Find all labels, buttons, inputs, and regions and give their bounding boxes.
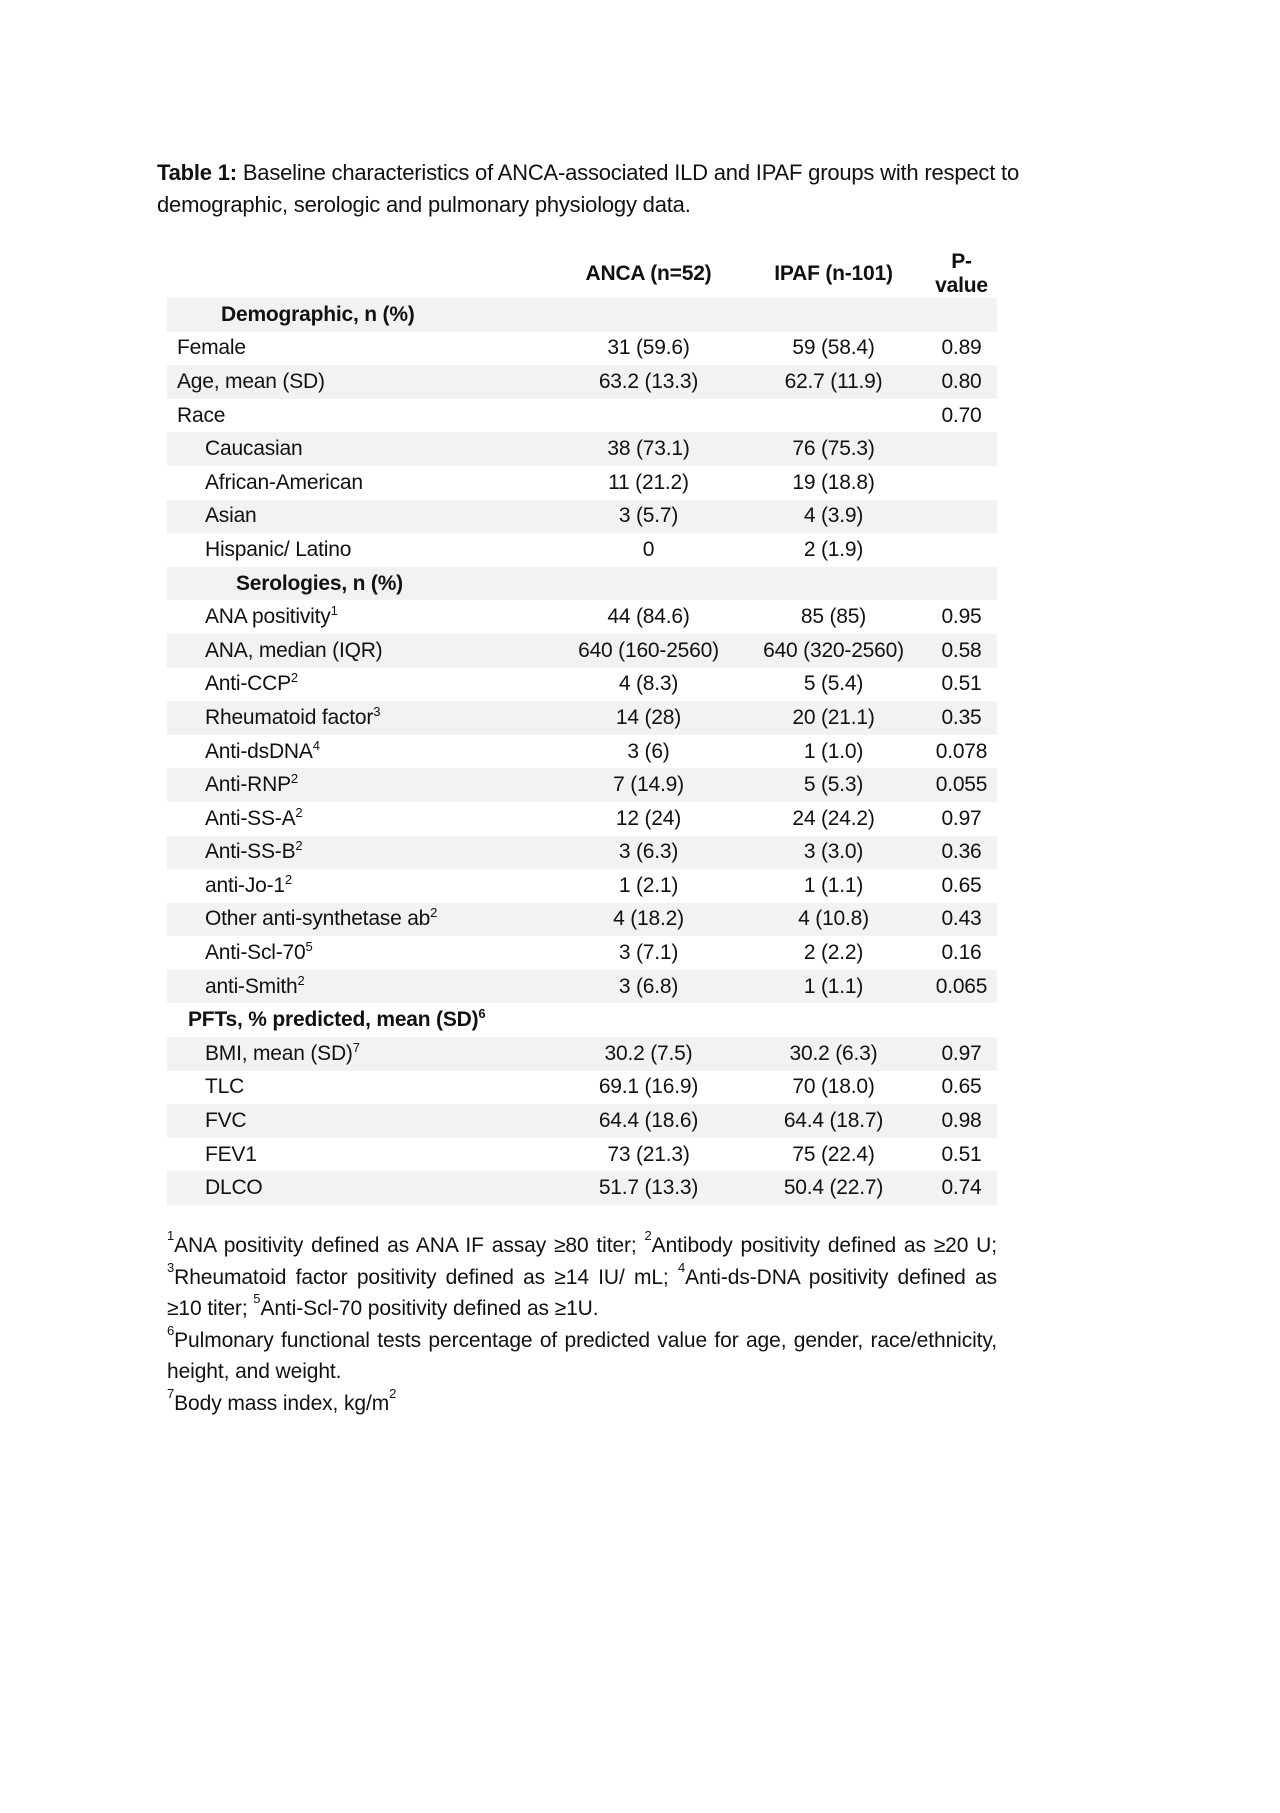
header-blank — [167, 250, 556, 298]
ipaf-value: 19 (18.8) — [792, 470, 875, 494]
anca-value: 14 (28) — [556, 701, 741, 735]
anca-value: 4 (18.2) — [556, 903, 741, 937]
footnote-marker: 4 — [677, 1259, 686, 1275]
table-row — [167, 634, 997, 668]
anca-value — [556, 1003, 741, 1037]
row-label-text: Caucasian — [205, 437, 303, 461]
ipaf-value: 5 (5.3) — [741, 768, 926, 802]
row-label — [167, 600, 556, 634]
table-row — [167, 500, 997, 534]
anca-value: 4 (8.3) — [618, 672, 679, 696]
row-label-text: anti-Jo-1 — [205, 873, 285, 897]
row-label-text: Asian — [205, 504, 257, 528]
ipaf-value: 62.7 (11.9) — [741, 365, 926, 399]
footnote-text: Pulmonary functional tests percentage of predicted value for age, gender, race/ethnicity, height, and weight. — [167, 1328, 997, 1384]
ipaf-value: 75 (22.4) — [792, 1142, 875, 1166]
ipaf-value: 2 (2.2) — [803, 941, 864, 965]
row-label — [167, 500, 556, 534]
row-label-text: Hispanic/ Latino — [205, 537, 352, 561]
footnote-text: Anti-ds-DNA positivity defined as ≥10 titer; — [167, 1265, 997, 1321]
row-label — [167, 1037, 556, 1071]
footnote-text: ANA positivity defined as ANA IF assay ≥80 titer; — [174, 1234, 645, 1257]
row-label-text: Anti-RNP — [205, 773, 291, 797]
row-label-text: African-American — [205, 470, 363, 494]
p-value: 0.74 — [926, 1171, 997, 1205]
p-value — [926, 432, 997, 466]
ipaf-value: 1 (1.0) — [803, 739, 864, 763]
ipaf-value: 30.2 (6.3) — [741, 1037, 926, 1071]
footnote-text: Anti-Scl-70 positivity defined as ≥1U. — [260, 1297, 599, 1321]
footnote-marker: 2 — [290, 771, 298, 787]
p-value: 0.70 — [941, 403, 982, 427]
row-label-text: Anti-SS-A — [205, 806, 296, 830]
ipaf-value: 64.4 (18.7) — [741, 1104, 926, 1138]
ipaf-value: 20 (21.1) — [741, 701, 926, 735]
ipaf-value: 24 (24.2) — [792, 806, 875, 830]
p-value: 0.43 — [926, 903, 997, 937]
footnote-text: Antibody positivity defined as ≥20 U; — [651, 1234, 997, 1257]
footnote-marker: 3 — [167, 1259, 175, 1275]
ipaf-value: 4 (3.9) — [741, 500, 926, 534]
footnote-marker: 6 — [478, 1006, 486, 1022]
table-row — [167, 768, 997, 802]
row-label-text: Other anti-synthetase ab — [205, 907, 431, 931]
p-value: 0.65 — [941, 873, 982, 897]
p-value: 0.51 — [941, 1142, 982, 1166]
p-value: 0.078 — [935, 739, 988, 763]
row-label — [167, 567, 556, 601]
p-value: 0.80 — [926, 365, 997, 399]
ipaf-value: 3 (3.0) — [741, 836, 926, 870]
caption-label: Table 1: — [157, 160, 237, 185]
p-value — [926, 1003, 997, 1037]
row-label-text: ANA positivity — [205, 605, 331, 629]
ipaf-value: 76 (75.3) — [741, 432, 926, 466]
anca-value: 51.7 (13.3) — [556, 1171, 741, 1205]
footnote-paragraph-1 — [167, 1230, 997, 1325]
row-label — [167, 668, 556, 702]
ipaf-value: 85 (85) — [800, 605, 867, 629]
footnote-text: Body mass index, kg/m — [174, 1391, 390, 1415]
footnote-text: Rheumatoid factor positivity defined as ≥14 IU/ mL; — [174, 1265, 678, 1289]
p-value: 0.35 — [926, 701, 997, 735]
footnotes — [167, 1230, 997, 1420]
row-label-text: Demographic, n (%) — [221, 302, 415, 326]
table-row — [167, 466, 997, 500]
footnote-marker: 5 — [305, 939, 313, 955]
table-row — [167, 668, 997, 702]
row-label-text: BMI, mean (SD) — [205, 1041, 353, 1065]
anca-value: 640 (160-2560) — [556, 634, 741, 668]
anca-value: 30.2 (7.5) — [556, 1037, 741, 1071]
p-value — [926, 500, 997, 534]
row-label — [167, 399, 556, 433]
header-anca: ANCA (n=52) — [585, 262, 712, 285]
footnote-marker: 2 — [295, 804, 303, 820]
table-row — [167, 399, 997, 433]
row-label — [167, 970, 556, 1004]
anca-value: 3 (6.3) — [556, 836, 741, 870]
ipaf-value: 1 (1.1) — [741, 970, 926, 1004]
table-row — [167, 970, 997, 1004]
ipaf-value — [741, 399, 926, 433]
anca-value: 0 — [642, 537, 655, 561]
p-value: 0.58 — [926, 634, 997, 668]
row-label-text: Female — [177, 336, 246, 360]
p-value: 0.89 — [941, 336, 982, 360]
table-caption — [157, 157, 1097, 221]
footnote-marker: 1 — [167, 1228, 175, 1243]
baseline-characteristics-table — [167, 250, 997, 1205]
anca-value: 69.1 (16.9) — [598, 1075, 699, 1099]
superscript-2: 2 — [389, 1385, 397, 1401]
p-value — [926, 533, 997, 567]
row-label-text: DLCO — [205, 1176, 263, 1200]
table-row — [167, 332, 997, 366]
anca-value: 63.2 (13.3) — [556, 365, 741, 399]
footnote-marker: 7 — [352, 1039, 360, 1055]
table-row — [167, 869, 997, 903]
anca-value: 3 (5.7) — [556, 500, 741, 534]
row-label-text: Anti-dsDNA — [205, 739, 313, 763]
row-label — [167, 1138, 556, 1172]
row-label — [167, 1104, 556, 1138]
p-value: 0.36 — [926, 836, 997, 870]
row-label — [167, 1071, 556, 1105]
footnote-marker: 5 — [253, 1291, 261, 1307]
anca-value: 3 (7.1) — [618, 941, 679, 965]
row-label — [167, 701, 556, 735]
row-label — [167, 735, 556, 769]
ipaf-value — [741, 298, 926, 332]
table-row — [167, 836, 997, 870]
row-label-text: Anti-Scl-70 — [205, 941, 306, 965]
row-label — [167, 1003, 556, 1037]
row-label — [167, 332, 556, 366]
row-label-text: Race — [177, 403, 226, 427]
anca-value — [556, 399, 741, 433]
p-value — [926, 298, 997, 332]
anca-value: 64.4 (18.6) — [556, 1104, 741, 1138]
footnote-paragraph-2 — [167, 1322, 997, 1388]
table-row — [167, 432, 997, 466]
row-label — [167, 936, 556, 970]
row-label-text: Anti-SS-B — [205, 840, 296, 864]
row-label — [167, 533, 556, 567]
p-value: 0.65 — [941, 1075, 982, 1099]
header-ipaf: IPAF (n-101) — [774, 262, 893, 285]
row-label — [167, 869, 556, 903]
table-row — [167, 802, 997, 836]
footnote-marker: 1 — [330, 603, 338, 619]
row-label — [167, 298, 556, 332]
ipaf-value: 640 (320-2560) — [741, 634, 926, 668]
footnote-marker: 2 — [644, 1228, 652, 1243]
ipaf-value: 50.4 (22.7) — [741, 1171, 926, 1205]
ipaf-value — [741, 1003, 926, 1037]
p-value: 0.97 — [941, 806, 982, 830]
table-row — [167, 1171, 997, 1205]
table-row — [167, 1104, 997, 1138]
p-value: 0.95 — [941, 605, 982, 629]
row-label-text: anti-Smith — [205, 974, 298, 998]
row-label — [167, 768, 556, 802]
p-value: 0.97 — [926, 1037, 997, 1071]
ipaf-value — [741, 567, 926, 601]
footnote-marker: 3 — [373, 703, 381, 719]
anca-value: 38 (73.1) — [556, 432, 741, 466]
anca-value: 44 (84.6) — [607, 605, 690, 629]
anca-value: 3 (6.8) — [556, 970, 741, 1004]
table-row — [167, 1071, 997, 1105]
table-row — [167, 533, 997, 567]
anca-value: 3 (6) — [627, 739, 670, 763]
anca-value: 7 (14.9) — [556, 768, 741, 802]
header-p-value: P-value — [935, 250, 988, 297]
table-row — [167, 1138, 997, 1172]
footnote-marker: 2 — [297, 972, 305, 988]
section-header-row — [167, 1003, 997, 1037]
ipaf-value: 1 (1.1) — [803, 873, 864, 897]
anca-value: 12 (24) — [615, 806, 682, 830]
table-row — [167, 735, 997, 769]
footnote-marker: 2 — [295, 838, 303, 854]
footnote-marker: 2 — [430, 905, 438, 921]
anca-value: 11 (21.2) — [608, 470, 689, 494]
ipaf-value: 5 (5.4) — [803, 672, 864, 696]
footnote-paragraph-3 — [167, 1385, 997, 1420]
table-row — [167, 365, 997, 399]
p-value: 0.065 — [926, 970, 997, 1004]
table-row — [167, 600, 997, 634]
anca-value: 1 (2.1) — [618, 873, 679, 897]
footnote-marker: 2 — [284, 871, 292, 887]
footnote-marker: 6 — [167, 1322, 175, 1338]
p-value — [926, 567, 997, 601]
section-header-row — [167, 567, 997, 601]
p-value: 0.055 — [926, 768, 997, 802]
row-label-text: Anti-CCP — [205, 672, 291, 696]
table-row — [167, 903, 997, 937]
ipaf-value: 2 (1.9) — [803, 537, 864, 561]
table-row — [167, 936, 997, 970]
row-label — [167, 1171, 556, 1205]
footnote-marker: 2 — [290, 670, 298, 686]
row-label-text: Serologies, n (%) — [236, 571, 403, 595]
anca-value: 73 (21.3) — [607, 1142, 690, 1166]
p-value: 0.51 — [941, 672, 982, 696]
row-label-text: Age, mean (SD) — [177, 369, 325, 393]
row-label-text: TLC — [205, 1075, 245, 1099]
row-label-text: ANA, median (IQR) — [205, 638, 383, 662]
ipaf-value: 70 (18.0) — [792, 1075, 875, 1099]
row-label — [167, 634, 556, 668]
row-label — [167, 802, 556, 836]
section-header-row — [167, 298, 997, 332]
p-value: 0.98 — [926, 1104, 997, 1138]
row-label — [167, 466, 556, 500]
row-label-text: PFTs, % predicted, mean (SD) — [188, 1008, 479, 1032]
p-value — [926, 466, 997, 500]
anca-value — [556, 298, 741, 332]
ipaf-value: 4 (10.8) — [741, 903, 926, 937]
anca-value: 31 (59.6) — [607, 336, 690, 360]
anca-value — [556, 567, 741, 601]
ipaf-value: 59 (58.4) — [792, 336, 875, 360]
footnote-marker: 7 — [167, 1385, 175, 1401]
row-label-text: Rheumatoid factor — [205, 705, 374, 729]
footnote-marker: 4 — [312, 737, 320, 753]
row-label — [167, 836, 556, 870]
row-label — [167, 365, 556, 399]
row-label — [167, 432, 556, 466]
table-row — [167, 701, 997, 735]
table-row — [167, 1037, 997, 1071]
p-value: 0.16 — [941, 941, 982, 965]
caption-text: Baseline characteristics of ANCA-associated ILD and IPAF groups with respect to demographic, serologic and pulmonary physiology data. — [157, 160, 1019, 217]
row-label-text: FVC — [205, 1109, 247, 1133]
row-label-text: FEV1 — [205, 1142, 257, 1166]
row-label — [167, 903, 556, 937]
table-header-row — [167, 250, 997, 298]
